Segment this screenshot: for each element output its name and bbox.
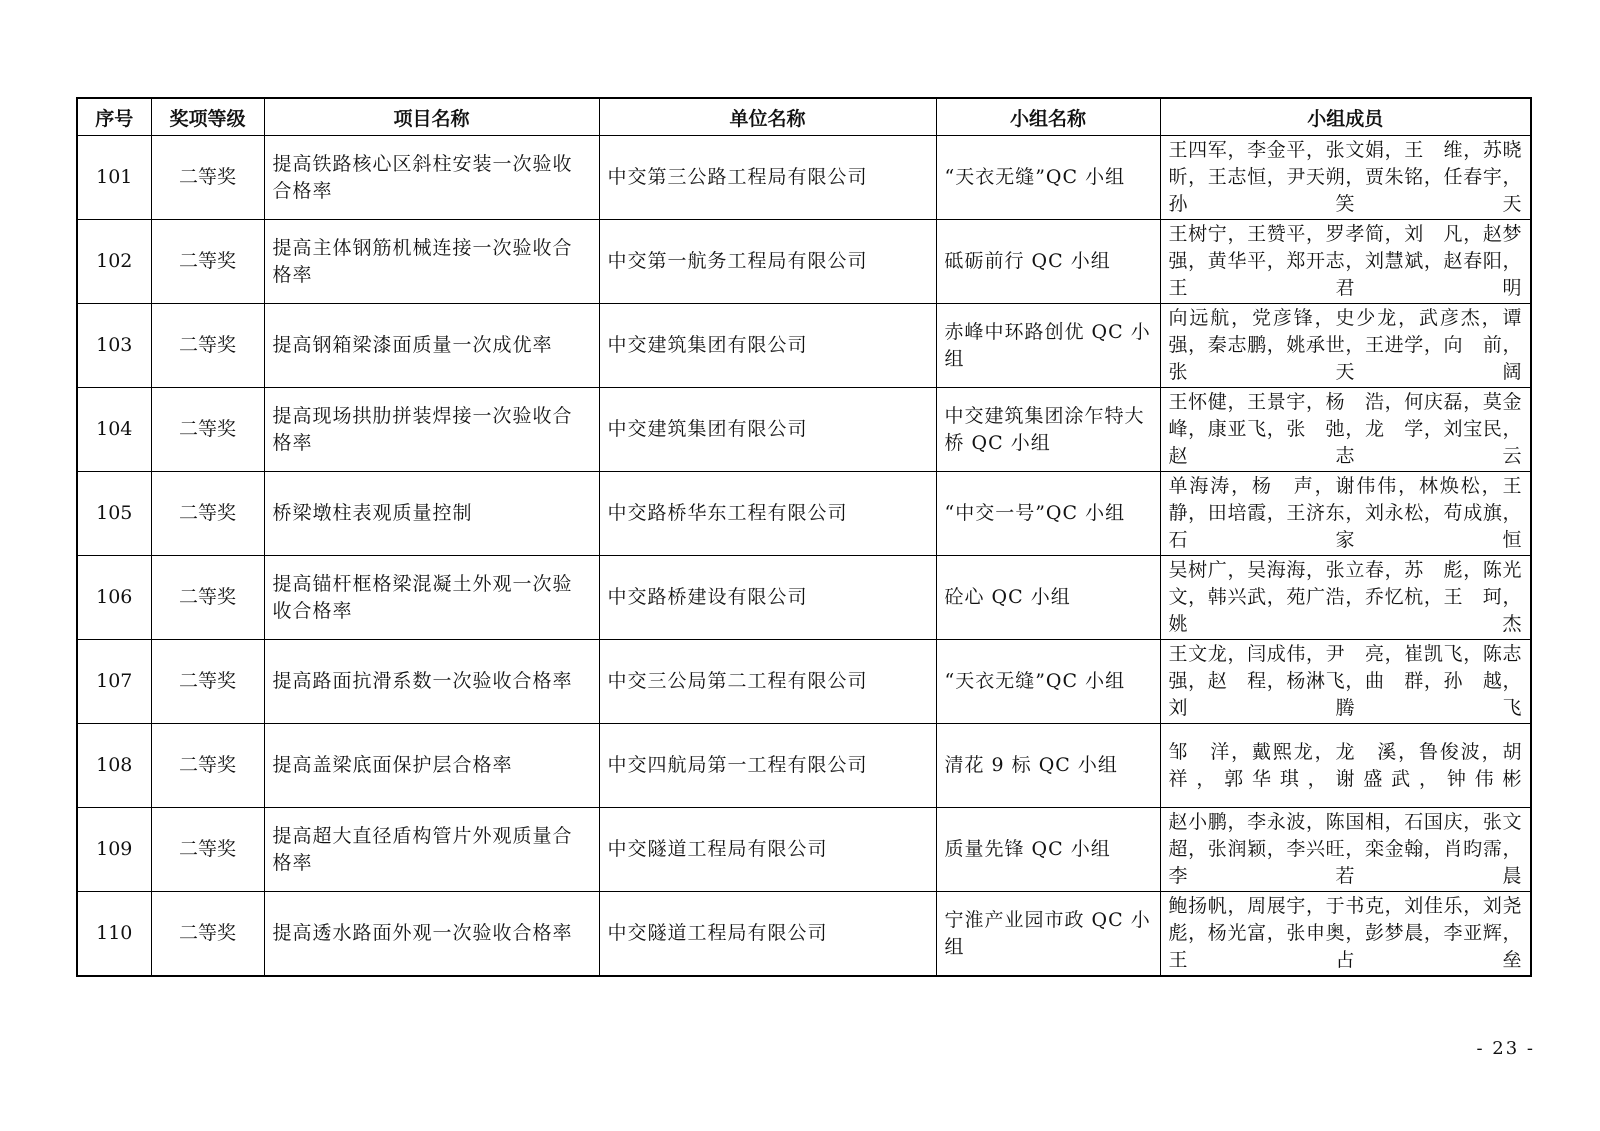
- table-row: [77, 892, 1531, 977]
- cell-team-members: 赵小鹏，李永波，陈国相，石国庆，张文超，张润颖，李兴旺，栾金翰，肖昀霈，李若晨: [1160, 808, 1531, 892]
- cell-team-name: 砼心 QC 小组: [936, 556, 1160, 640]
- cell-unit-name: 中交路桥华东工程有限公司: [599, 472, 936, 556]
- cell-award-level: 二等奖: [151, 472, 264, 556]
- table-row: [77, 808, 1531, 892]
- page-number: - 23 -: [1476, 1038, 1535, 1059]
- table-header-row: [77, 98, 1531, 136]
- table-row: [77, 472, 1531, 556]
- cell-team-members: 王四军，李金平，张文娟，王 维，苏晓昕，王志恒，尹天朔，贾朱铭，任春宇，孙笑天: [1160, 136, 1531, 220]
- cell-award-level: 二等奖: [151, 724, 264, 808]
- cell-serial: 109: [77, 808, 151, 892]
- cell-serial: 107: [77, 640, 151, 724]
- table-row: [77, 136, 1531, 220]
- cell-serial: 101: [77, 136, 151, 220]
- cell-project-name: 提高铁路核心区斜柱安装一次验收合格率: [264, 136, 599, 220]
- header-team-members: 小组成员: [1160, 98, 1531, 136]
- cell-team-members: 单海涛，杨 声，谢伟伟，林焕松，王 静，田培霞，王济东，刘永松，苟成旗，石家恒: [1160, 472, 1531, 556]
- cell-award-level: 二等奖: [151, 388, 264, 472]
- cell-unit-name: 中交隧道工程局有限公司: [599, 892, 936, 977]
- cell-project-name: 提高主体钢筋机械连接一次验收合格率: [264, 220, 599, 304]
- header-team-name: 小组名称: [936, 98, 1160, 136]
- cell-unit-name: 中交第三公路工程局有限公司: [599, 136, 936, 220]
- header-unit-name: 单位名称: [599, 98, 936, 136]
- cell-unit-name: 中交三公局第二工程有限公司: [599, 640, 936, 724]
- cell-serial: 106: [77, 556, 151, 640]
- cell-unit-name: 中交建筑集团有限公司: [599, 304, 936, 388]
- cell-team-members: 吴树广，吴海海，张立春，苏 彪，陈光文，韩兴武，苑广浩，乔忆杭，王 珂，姚 杰: [1160, 556, 1531, 640]
- cell-team-members: 鲍扬帆，周展宇，于书克，刘佳乐，刘尧彪，杨光富，张申奥，彭梦晨，李亚辉，王占垒: [1160, 892, 1531, 977]
- cell-award-level: 二等奖: [151, 136, 264, 220]
- cell-unit-name: 中交隧道工程局有限公司: [599, 808, 936, 892]
- cell-team-members: 向远航，党彦锋，史少龙，武彦杰，谭 强，秦志鹏，姚承世，王进学，向 前，张天阔: [1160, 304, 1531, 388]
- table-row: [77, 304, 1531, 388]
- cell-project-name: 提高钢箱梁漆面质量一次成优率: [264, 304, 599, 388]
- cell-serial: 104: [77, 388, 151, 472]
- cell-unit-name: 中交四航局第一工程有限公司: [599, 724, 936, 808]
- cell-serial: 110: [77, 892, 151, 977]
- cell-team-name: 质量先锋 QC 小组: [936, 808, 1160, 892]
- header-award-level: 奖项等级: [151, 98, 264, 136]
- cell-team-members: 王怀健，王景宇，杨 浩，何庆磊，莫金峰，康亚飞，张 弛，龙 学，刘宝民，赵志云: [1160, 388, 1531, 472]
- cell-award-level: 二等奖: [151, 220, 264, 304]
- cell-team-name: 宁淮产业园市政 QC 小组: [936, 892, 1160, 977]
- table-body: [77, 136, 1542, 977]
- cell-award-level: 二等奖: [151, 556, 264, 640]
- cell-project-name: 提高透水路面外观一次验收合格率: [264, 892, 599, 977]
- cell-team-name: 中交建筑集团涂乍特大桥 QC 小组: [936, 388, 1160, 472]
- table-row: [77, 556, 1531, 640]
- table-row: [77, 220, 1531, 304]
- cell-unit-name: 中交路桥建设有限公司: [599, 556, 936, 640]
- cell-project-name: 桥梁墩柱表观质量控制: [264, 472, 599, 556]
- cell-award-level: 二等奖: [151, 808, 264, 892]
- cell-project-name: 提高盖梁底面保护层合格率: [264, 724, 599, 808]
- cell-project-name: 提高超大直径盾构管片外观质量合格率: [264, 808, 599, 892]
- cell-team-members: 邹 洋，戴熙龙，龙 溪，鲁俊波，胡 祥，郭华琪，谢盛武，钟伟彬: [1160, 724, 1531, 808]
- cell-unit-name: 中交建筑集团有限公司: [599, 388, 936, 472]
- table-row: [77, 388, 1531, 472]
- table-row: [77, 640, 1531, 724]
- cell-award-level: 二等奖: [151, 304, 264, 388]
- cell-project-name: 提高现场拱肋拼装焊接一次验收合格率: [264, 388, 599, 472]
- cell-serial: 102: [77, 220, 151, 304]
- cell-project-name: 提高路面抗滑系数一次验收合格率: [264, 640, 599, 724]
- cell-serial: 105: [77, 472, 151, 556]
- cell-team-members: 王树宁，王赞平，罗孝简，刘 凡，赵梦强，黄华平，郑开志，刘慧斌，赵春阳，王君明: [1160, 220, 1531, 304]
- cell-award-level: 二等奖: [151, 892, 264, 977]
- cell-award-level: 二等奖: [151, 640, 264, 724]
- cell-team-name: “中交一号”QC 小组: [936, 472, 1160, 556]
- header-serial: 序号: [77, 98, 151, 136]
- cell-team-members: 王文龙，闫成伟，尹 亮，崔凯飞，陈志强，赵 程，杨淋飞，曲 群，孙 越，刘腾飞: [1160, 640, 1531, 724]
- header-project-name: 项目名称: [264, 98, 599, 136]
- cell-unit-name: 中交第一航务工程局有限公司: [599, 220, 936, 304]
- cell-project-name: 提高锚杆框格梁混凝土外观一次验收合格率: [264, 556, 599, 640]
- cell-team-name: “天衣无缝”QC 小组: [936, 640, 1160, 724]
- cell-team-name: 清花 9 标 QC 小组: [936, 724, 1160, 808]
- cell-team-name: “天衣无缝”QC 小组: [936, 136, 1160, 220]
- cell-serial: 108: [77, 724, 151, 808]
- table-row: [77, 724, 1531, 808]
- cell-team-name: 砥砺前行 QC 小组: [936, 220, 1160, 304]
- award-table: [76, 97, 1542, 977]
- cell-serial: 103: [77, 304, 151, 388]
- cell-team-name: 赤峰中环路创优 QC 小组: [936, 304, 1160, 388]
